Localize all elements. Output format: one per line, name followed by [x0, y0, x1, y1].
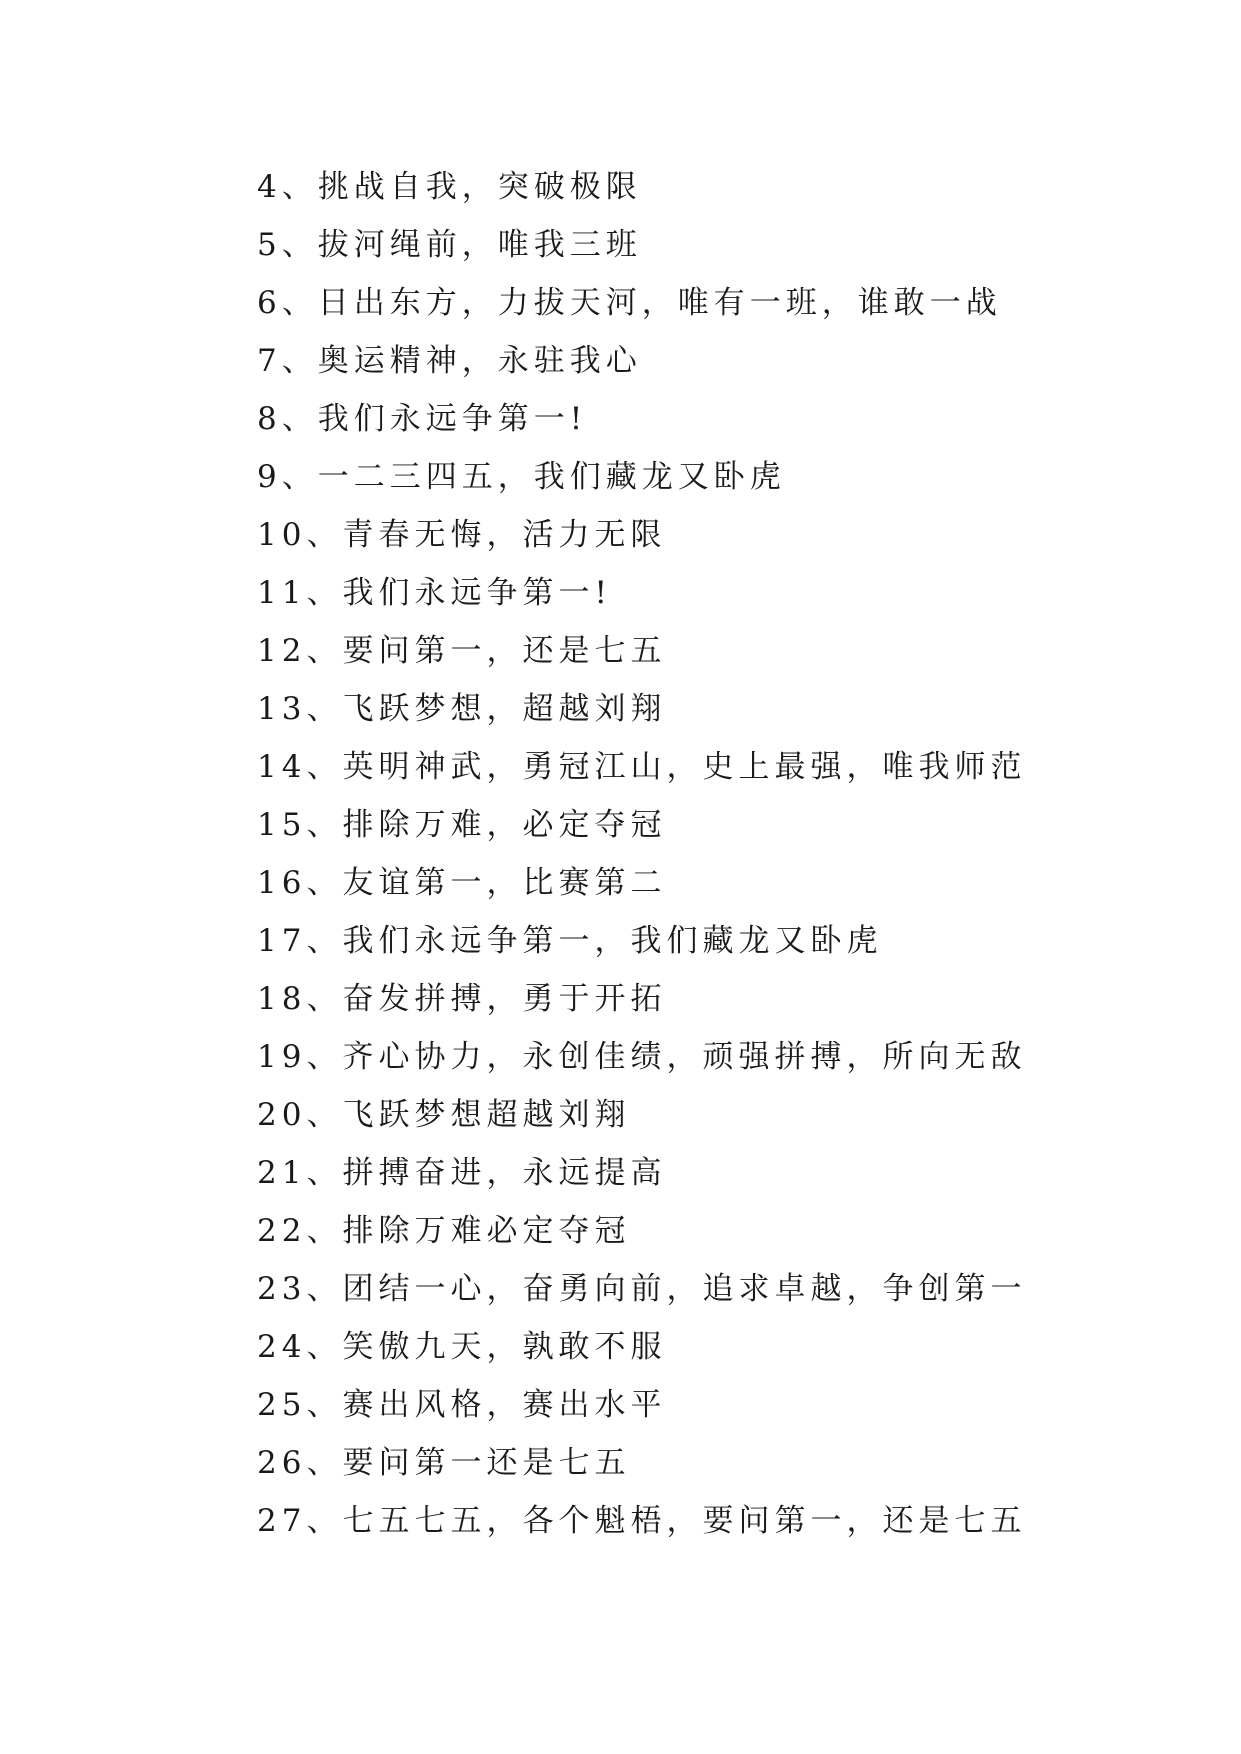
slogan-item: 27、七五七五，各个魁梧，要问第一，还是七五	[257, 1503, 1027, 1539]
slogan-item: 6、日出东方，力拔天河，唯有一班，谁敢一战	[257, 285, 1002, 321]
slogan-item: 13、飞跃梦想，超越刘翔	[257, 691, 667, 727]
slogan-item: 21、拼搏奋进，永远提高	[257, 1155, 667, 1191]
slogan-item: 15、排除万难，必定夺冠	[257, 807, 667, 843]
slogan-item: 24、笑傲九天，孰敢不服	[257, 1329, 667, 1365]
slogan-item: 26、要问第一还是七五	[257, 1445, 631, 1481]
slogan-item: 23、团结一心，奋勇向前，追求卓越，争创第一	[257, 1271, 1027, 1307]
slogan-item: 18、奋发拼搏，勇于开拓	[257, 981, 667, 1017]
slogan-item: 22、排除万难必定夺冠	[257, 1213, 631, 1249]
slogan-item: 16、友谊第一，比赛第二	[257, 865, 667, 901]
slogan-item: 10、青春无悔，活力无限	[257, 517, 667, 553]
slogan-item: 12、要问第一，还是七五	[257, 633, 667, 669]
slogan-item: 11、我们永远争第一!	[257, 575, 612, 611]
slogan-item: 8、我们永远争第一!	[257, 401, 588, 437]
slogan-item: 14、英明神武，勇冠江山，史上最强，唯我师范	[257, 749, 1027, 785]
slogan-item: 25、赛出风格，赛出水平	[257, 1387, 667, 1423]
slogan-item: 19、齐心协力，永创佳绩，顽强拼搏，所向无敌	[257, 1039, 1027, 1075]
slogan-item: 17、我们永远争第一，我们藏龙又卧虎	[257, 923, 883, 959]
slogan-item: 7、奥运精神，永驻我心	[257, 343, 642, 379]
slogan-item: 9、一二三四五，我们藏龙又卧虎	[257, 459, 786, 495]
slogan-list	[257, 158, 1026, 1550]
slogan-item: 4、挑战自我，突破极限	[257, 169, 642, 205]
slogan-item: 20、飞跃梦想超越刘翔	[257, 1097, 631, 1133]
slogan-item: 5、拔河绳前，唯我三班	[257, 227, 642, 263]
